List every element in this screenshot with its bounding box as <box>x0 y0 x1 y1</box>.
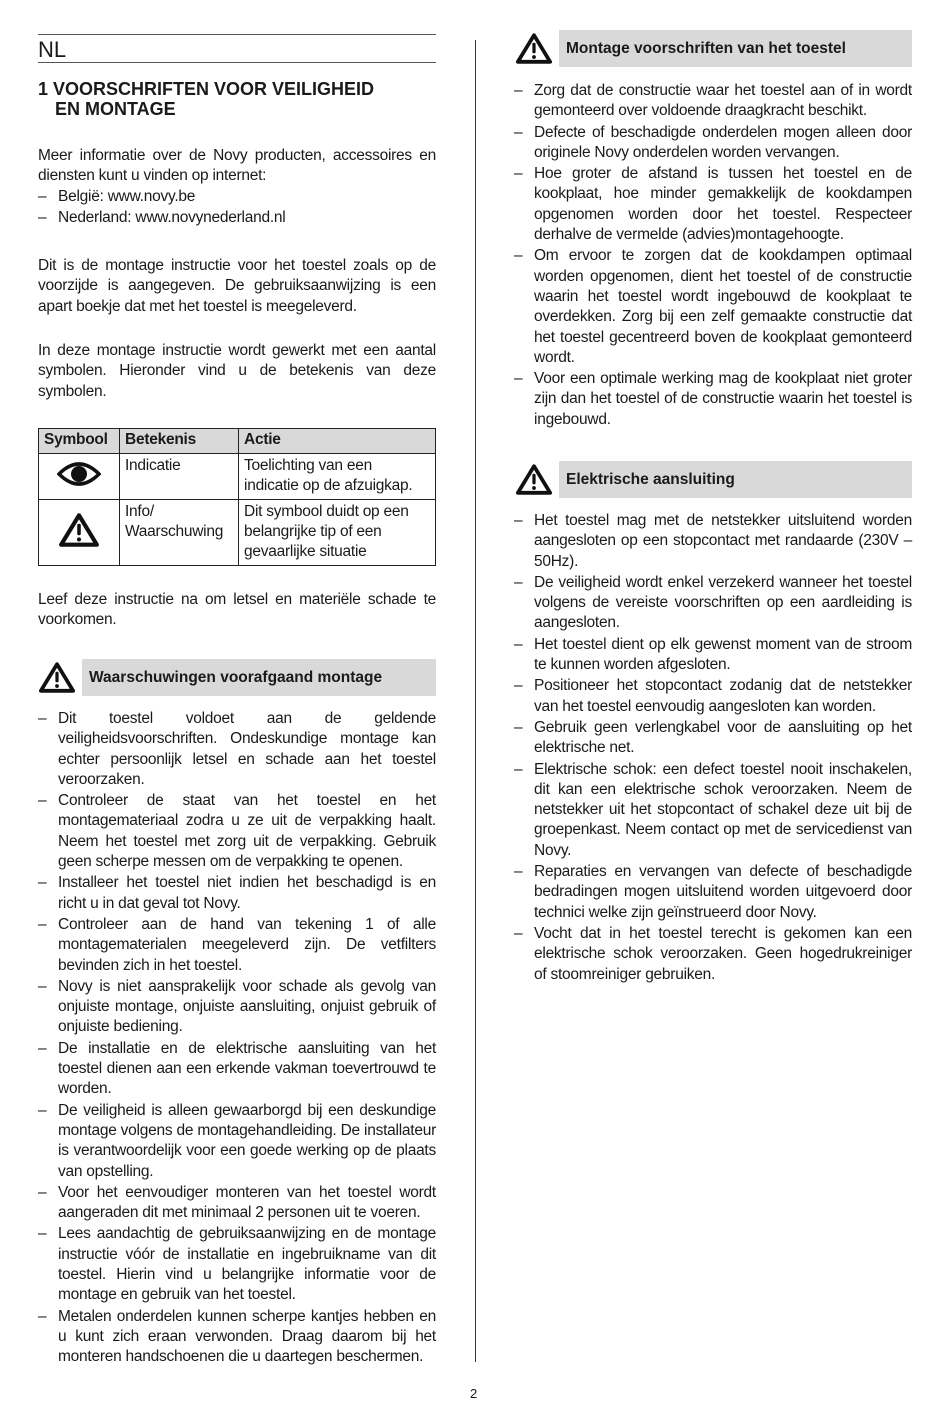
eye-icon <box>57 461 101 487</box>
list-item <box>38 1224 436 1305</box>
list-item <box>38 1183 436 1224</box>
list-item <box>514 924 912 985</box>
list-item <box>514 718 912 759</box>
dash-bullet: – <box>38 1101 47 1119</box>
dash-bullet: – <box>38 710 47 727</box>
list-item-text: De installatie en de elektrische aansluiting van het toestel dienen aan een erkende vakman toevertrouwd te worden. <box>58 1039 436 1098</box>
list-item <box>38 709 436 790</box>
dash-bullet: – <box>514 924 523 942</box>
list-item-text: Controleer de staat van het toestel en het montagemateriaal zodra u ze uit de verpakking haalt. Neem het toestel met zorg uit de verpakking. Gebruik geen scherpe messen om de verpakking te openen. <box>58 792 436 871</box>
list-item <box>514 862 912 923</box>
list-item-text: Lees aandachtig de gebruiksaanwijzing en de montage instructie vóór de installatie en ingebruikname van dit toestel. Hierin vind u belangrijke informatie voor de montage en gebruik van het toestel. <box>58 1225 436 1304</box>
list-item-text: Metalen onderdelen kunnen scherpe kantjes hebben en u kunt zich eraan verwonden. Draag daarom bij het monteren handschoenen die u daartegen beschermen. <box>58 1307 436 1366</box>
dash-bullet: – <box>514 247 523 265</box>
dash-bullet: – <box>38 1225 47 1243</box>
list-item-text: Vocht dat in het toestel terecht is gekomen kan een elektrische schok veroorzaken. Geen hogedrukreiniger of stoomreiniger gebruiken. <box>534 924 912 983</box>
dash-bullet: – <box>38 1307 47 1325</box>
list-item-text: De veiligheid is alleen gewaarborgd bij een deskundige montage volgens de montagehandleiding. De installateur is verantwoordelijk voor een goede werking op de plaats van opstelling. <box>58 1101 436 1180</box>
list-item <box>38 873 436 914</box>
dash-bullet: – <box>38 915 47 933</box>
mounting-list <box>514 81 912 431</box>
table-row: Indicatie Toelichting van een indicatie op de afzuigkap. <box>39 454 436 500</box>
list-item-text: Het toestel dient op elk gewenst moment van de stroom te kunnen worden afgesloten. <box>534 635 912 674</box>
section-heading: 1 VOORSCHRIFTEN VOOR VEILIGHEID EN MONTAGE <box>38 79 375 119</box>
list-item <box>514 369 912 430</box>
dash-bullet: – <box>514 718 523 736</box>
list-item <box>514 123 912 164</box>
list-item-text: Zorg dat de constructie waar het toestel aan of in wordt gemonteerd over voldoende draagkracht beschikt. <box>534 82 912 120</box>
electrical-list <box>514 511 912 986</box>
dash-bullet: – <box>514 677 523 695</box>
dash-bullet: – <box>38 1039 47 1057</box>
header-rule <box>38 62 436 63</box>
intro-paragraph: Meer informatie over de Novy producten, accessoires en diensten kunt u vinden op internet: – België: www.novy.be – Nederland: www.novynederland.nl <box>38 146 436 229</box>
list-item <box>38 1307 436 1368</box>
list-item-text: Voor een optimale werking mag de kookplaat niet groter zijn dan het toestel of de constructie waarin het toestel is ingebouwd. <box>534 370 912 428</box>
dash-bullet: – <box>38 1183 47 1201</box>
list-item <box>514 676 912 717</box>
list-item-text: Gebruik geen verlengkabel voor de aansluiting op het elektrische net. <box>534 718 912 757</box>
list-item-text: Om ervoor te zorgen dat de kookdampen optimaal worden opgenomen, dient het toestel of de constructie waarin het toestel wordt ingebouwd de kookplaat te overdekken. Zorg bij een zelf gemaakte constructie dat het toestel gecentreerd boven de kookplaat gemonteerd wordt. <box>534 247 912 366</box>
dash-bullet: – <box>514 635 523 653</box>
list-item <box>514 164 912 245</box>
list-item-text: Dit toestel voldoet aan de geldende veiligheidsvoorschriften. Ondeskundige montage kan echter persoonlijk letsel en schade aan het toestel veroorzaken. <box>58 710 436 788</box>
symbol-table: Symbool Betekenis Actie Indicatie Toelichting van een indicatie op de afzuigkap. Info/ Waarschuwing Dit symbool duidt op een belangrijke tip of een gevaarlijke situatie <box>38 428 436 566</box>
list-item-text: Defecte of beschadigde onderdelen mogen alleen door originele Novy onderdelen worden vervangen. <box>534 123 912 161</box>
list-item-text: Installeer het toestel niet indien het beschadigd is en richt u in dat geval tot Novy. <box>58 874 436 912</box>
dash-bullet: – <box>514 760 523 778</box>
page-number: 2 <box>470 1386 477 1401</box>
list-item-text: De veiligheid wordt enkel verzekerd wanneer het toestel volgens de vereiste voorschriften op een aardleiding is aangesloten. <box>534 573 912 632</box>
list-item <box>514 246 912 368</box>
list-item <box>38 791 436 872</box>
list-item <box>514 511 912 572</box>
list-item-text: Hoe groter de afstand is tussen het toestel en de kookplaat, hoe minder gemakkelijk de kookdampen opgenomen worden door het toestel. Respecteer derhalve de vermelde (advies)montagehoogte. <box>534 165 912 244</box>
warnings-list <box>38 709 436 1369</box>
notice-header: Waarschuwingen voorafgaand montage <box>38 659 436 696</box>
list-item: – Nederland: www.novynederland.nl <box>38 208 286 226</box>
list-item <box>38 915 436 976</box>
list-item <box>514 760 912 861</box>
dash-bullet: – <box>514 165 523 183</box>
dash-bullet: – <box>38 977 47 995</box>
paragraph: In deze montage instructie wordt gewerkt met een aantal symbolen. Hieronder vind u de betekenis van deze symbolen. <box>38 342 436 400</box>
dash-bullet: – <box>514 123 523 141</box>
paragraph: Dit is de montage instructie voor het toestel zoals op de voorzijde is aangegeven. De gebruiksaanwijzing is een apart boekje dat met het toestel is meegeleverd. <box>38 257 436 315</box>
dash-bullet: – <box>514 82 523 99</box>
list-item <box>514 573 912 634</box>
list-item-text: Elektrische schok: een defect toestel nooit inschakelen, dit kan een elektrische schok veroorzaken. Neem de netstekker uit het stopcontact of schakel deze uit bij de groepenkast. Neem contact op met de servicedienst van Novy. <box>534 760 912 859</box>
list-item-text: Reparaties en vervangen van defecte of beschadigde bedradingen mogen uitsluitend worden uitgevoerd door technici welke zijn geïnstrueerd door Novy. <box>534 863 912 921</box>
list-item <box>514 81 912 122</box>
list-item-text: Controleer aan de hand van tekening 1 of alle montagematerialen meegeleverd zijn. De vetfilters bevinden zich in het toestel. <box>58 915 436 974</box>
top-rule <box>38 34 436 35</box>
dash-bullet: – <box>514 863 523 881</box>
list-item <box>514 635 912 676</box>
warning-icon <box>58 511 100 549</box>
notice-header: Elektrische aansluiting <box>515 461 912 498</box>
list-item-text: Het toestel mag met de netstekker uitsluitend worden aangesloten op een stopcontact met randaarde (230V – 50Hz). <box>534 512 912 570</box>
notice-header: Montage voorschriften van het toestel <box>515 30 912 67</box>
list-item <box>38 1101 436 1182</box>
list-item <box>38 1039 436 1100</box>
dash-bullet: – <box>38 874 47 892</box>
dash-bullet: – <box>38 792 47 810</box>
warning-icon <box>515 461 553 498</box>
warning-icon <box>515 30 553 67</box>
list-item-text: Novy is niet aansprakelijk voor schade als gevolg van onjuiste montage, onjuiste aansluiting, onjuist gebruik of onjuiste bediening. <box>58 977 436 1036</box>
list-item-text: Voor het eenvoudiger monteren van het toestel wordt aangeraden dit met minimaal 2 personen uit te voeren. <box>58 1183 436 1222</box>
list-item-text: Positioneer het stopcontact zodanig dat de netstekker van het toestel eenvoudig aangesloten kan worden. <box>534 677 912 715</box>
list-item: – België: www.novy.be <box>38 187 196 205</box>
warning-icon <box>38 659 76 696</box>
column-divider <box>475 40 476 1362</box>
table-row: Info/ Waarschuwing Dit symbool duidt op een belangrijke tip of een gevaarlijke situatie <box>39 500 436 566</box>
dash-bullet: – <box>514 573 523 591</box>
dash-bullet: – <box>514 370 523 388</box>
dash-bullet: – <box>514 512 523 529</box>
language-label: NL <box>38 37 67 62</box>
list-item <box>38 977 436 1038</box>
paragraph: Leef deze instructie na om letsel en materiële schade te voorkomen. <box>38 591 436 629</box>
